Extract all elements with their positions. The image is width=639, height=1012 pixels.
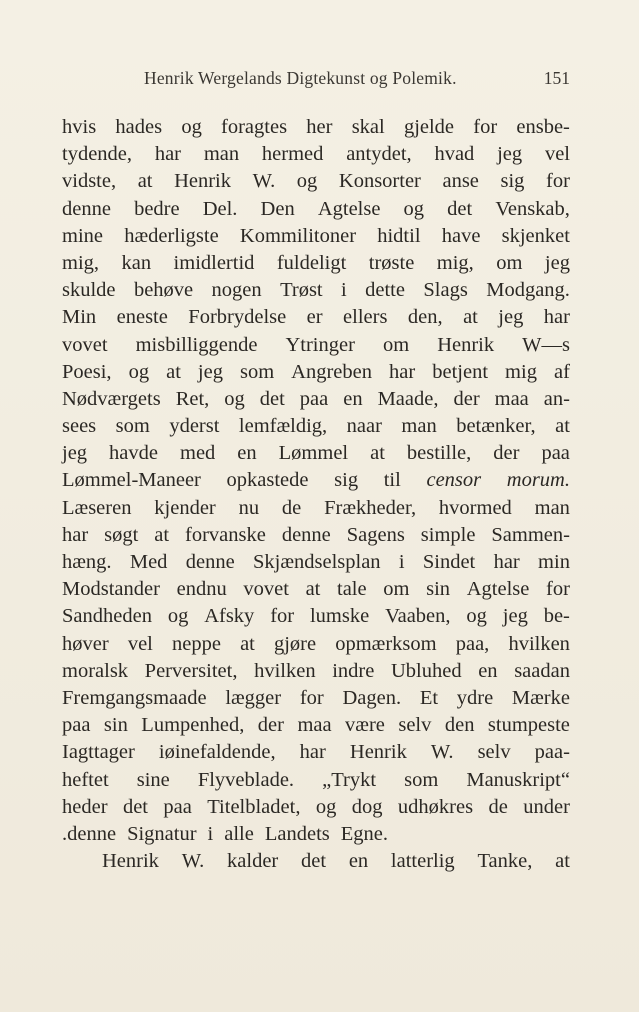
- text-line: [62, 658, 570, 685]
- text-line: [62, 168, 570, 195]
- word: skjenket: [501, 224, 570, 247]
- word: vel: [544, 143, 570, 166]
- word: om: [496, 251, 523, 274]
- word: yderst: [169, 415, 220, 438]
- word: Henrik: [349, 741, 407, 764]
- word: vovet: [62, 333, 108, 356]
- word: man: [401, 415, 437, 438]
- text-line: [62, 631, 570, 658]
- word: lemfældig,: [238, 415, 328, 438]
- word: W.: [181, 850, 205, 873]
- word: vovet: [243, 578, 289, 601]
- word: i: [207, 822, 214, 845]
- text-line: [62, 712, 570, 739]
- word: som: [115, 415, 150, 438]
- text-line: [62, 386, 570, 413]
- text-line: [62, 114, 570, 141]
- word: hvormed: [438, 496, 512, 519]
- word: hades: [115, 116, 163, 138]
- word: gjøre: [273, 632, 317, 655]
- text-line: [62, 304, 570, 331]
- word: at: [166, 360, 181, 383]
- word: Flyveblade.: [197, 768, 295, 791]
- word: Skjændselsplan: [252, 551, 381, 573]
- word: det: [447, 197, 473, 220]
- word: lægger: [225, 686, 282, 709]
- word: paa: [299, 387, 329, 410]
- word: W—s: [522, 333, 570, 356]
- word: heder: [62, 795, 108, 818]
- word: eneste: [116, 306, 168, 329]
- word: W.: [252, 170, 276, 193]
- word: den: [444, 714, 475, 737]
- word: sine: [136, 768, 170, 791]
- word: og: [403, 197, 425, 220]
- word: .denne: [62, 822, 117, 845]
- word: kjender: [154, 496, 216, 519]
- word: for: [546, 170, 570, 193]
- word: Henrik: [174, 170, 232, 193]
- word: i: [398, 551, 405, 573]
- word: jeg: [544, 251, 570, 274]
- word: Henrik: [437, 333, 495, 356]
- word: en: [478, 659, 498, 682]
- word: det: [301, 850, 327, 873]
- word: at: [370, 442, 385, 465]
- word: kalder: [227, 850, 279, 873]
- text-line: [62, 685, 570, 712]
- word: Trøst: [280, 279, 323, 302]
- word: om: [383, 578, 410, 601]
- text-line: [62, 576, 570, 603]
- word: jeg: [498, 306, 524, 329]
- word: stumpeste: [487, 714, 570, 737]
- word: og: [128, 360, 150, 383]
- word: Modstander: [62, 578, 160, 601]
- word: Lømmel-Maneer: [62, 469, 201, 492]
- word: sin: [426, 578, 451, 601]
- word: for: [546, 578, 570, 601]
- word: Agtelse: [317, 197, 381, 220]
- word: Den: [260, 197, 295, 220]
- word: morum.: [506, 469, 570, 492]
- word: som: [239, 360, 275, 383]
- word: Perversitet,: [144, 659, 238, 682]
- word: betænker,: [456, 415, 536, 438]
- word: Sammen-: [491, 523, 570, 546]
- word: dog: [351, 795, 383, 818]
- word: Modgang.: [486, 279, 570, 302]
- text-line: [62, 223, 570, 250]
- word: ydre: [456, 686, 494, 709]
- word: selv: [477, 741, 511, 764]
- word: „Trykt: [322, 768, 377, 791]
- word: Henrik: [102, 850, 159, 873]
- word: Mærke: [511, 686, 570, 709]
- word: selv: [398, 714, 432, 737]
- word: Med: [129, 551, 168, 573]
- word: og: [315, 795, 337, 818]
- text-line: [62, 767, 570, 794]
- word: en: [237, 442, 257, 465]
- word: saadan: [514, 659, 570, 682]
- word: Kommilitoner: [239, 224, 357, 247]
- word: Ubluhed: [390, 659, 462, 682]
- word: dette: [365, 279, 405, 302]
- word: Landets: [264, 822, 330, 845]
- word: at: [463, 306, 478, 329]
- word: der: [493, 442, 520, 465]
- word: Sagens: [346, 523, 405, 546]
- word: Afsky: [204, 605, 255, 628]
- word: sig: [500, 170, 525, 193]
- word: W.: [430, 741, 454, 764]
- word: har: [154, 143, 182, 166]
- word: latterlig: [390, 850, 455, 873]
- word: Nødværgets: [62, 387, 161, 410]
- word: paa: [163, 795, 192, 818]
- word: for: [270, 605, 295, 628]
- word: vidste,: [62, 170, 117, 193]
- text-line: [62, 413, 570, 440]
- word: at: [240, 632, 255, 655]
- word: heftet: [62, 768, 109, 791]
- word: har: [543, 306, 570, 329]
- word: opkastede: [226, 469, 309, 492]
- word: har: [389, 360, 416, 383]
- word: Konsorter: [338, 170, 421, 193]
- word: paa-: [534, 741, 570, 764]
- word: endnu: [176, 578, 227, 601]
- word: for: [473, 116, 498, 138]
- text-line: [62, 821, 570, 848]
- word: der: [453, 387, 480, 410]
- word: om: [382, 333, 410, 356]
- word: maa: [297, 714, 332, 737]
- word: indre: [332, 659, 375, 682]
- word: sin: [103, 714, 128, 737]
- word: anse: [442, 170, 479, 193]
- text-line: [62, 848, 570, 875]
- word: og: [167, 605, 189, 628]
- word: alle: [224, 822, 254, 845]
- running-head: [60, 68, 570, 92]
- word: hvilken: [508, 632, 570, 655]
- word: imidlertid: [173, 251, 255, 274]
- word: opmærksom: [335, 632, 437, 655]
- word: Læseren: [62, 496, 132, 519]
- word: paa: [541, 442, 570, 465]
- word: mine: [62, 224, 103, 247]
- word: er: [306, 306, 323, 329]
- word: naar: [346, 415, 382, 438]
- text-line: [62, 549, 570, 576]
- word: Tanke,: [477, 850, 533, 873]
- word: bedre: [134, 197, 180, 220]
- word: der: [257, 714, 284, 737]
- word: tale: [337, 578, 367, 601]
- word: denne: [185, 551, 235, 573]
- word: Frækheder,: [324, 496, 417, 519]
- word: Titelbladet,: [207, 795, 301, 818]
- word: Agtelse: [466, 578, 530, 601]
- text-line: [62, 522, 570, 549]
- word: jeg: [62, 442, 88, 465]
- word: her: [306, 116, 333, 138]
- word: hvad: [434, 143, 475, 166]
- word: be-: [543, 605, 570, 628]
- word: skulde: [62, 279, 116, 302]
- word: det: [259, 387, 285, 410]
- word: at: [154, 523, 170, 546]
- word: trøste: [368, 251, 415, 274]
- word: man: [534, 496, 570, 519]
- text-line: [62, 141, 570, 168]
- word: har: [62, 523, 89, 546]
- word: Sandheden: [62, 605, 152, 628]
- word: en: [343, 387, 363, 410]
- word: hvis: [62, 116, 97, 138]
- word: udhøkres: [397, 795, 474, 818]
- word: Forbrydelse: [188, 306, 287, 329]
- text-line: [62, 440, 570, 467]
- word: hæng.: [62, 551, 112, 573]
- word: Slags: [423, 279, 468, 302]
- word: skal: [351, 116, 385, 138]
- word: nu: [238, 496, 260, 519]
- word: moralsk: [62, 659, 129, 682]
- word: Ytringer: [285, 333, 355, 356]
- word: misbilliggende: [135, 333, 258, 356]
- word: neppe: [171, 632, 221, 655]
- word: har: [493, 551, 520, 573]
- word: censor: [426, 469, 482, 492]
- word: denne: [281, 523, 331, 546]
- word: man: [203, 143, 240, 166]
- word: Del.: [202, 197, 238, 220]
- word: være: [345, 714, 385, 737]
- word: Dagen.: [342, 686, 402, 709]
- word: med: [180, 442, 216, 465]
- word: under: [523, 795, 570, 818]
- word: vel: [127, 632, 153, 655]
- word: den,: [407, 306, 443, 329]
- word: Lumpenhed,: [141, 714, 245, 737]
- text-line: [62, 603, 570, 630]
- word: maa: [494, 387, 529, 410]
- word: at: [555, 850, 570, 873]
- word: og: [296, 170, 318, 193]
- word: hermed: [261, 143, 324, 166]
- word: høver: [62, 632, 109, 655]
- word: kan: [121, 251, 152, 274]
- word: Venskab,: [495, 197, 570, 220]
- word: antydet,: [346, 143, 412, 166]
- word: Manuskript“: [466, 768, 570, 791]
- word: behøve: [133, 279, 194, 302]
- word: som: [404, 768, 439, 791]
- word: Iagttager: [62, 741, 135, 764]
- word: har: [299, 741, 326, 764]
- word: hvilken: [254, 659, 316, 682]
- page-number: 151: [543, 68, 570, 88]
- word: foragtes: [221, 116, 288, 138]
- text-line: [62, 739, 570, 766]
- word: og: [224, 387, 245, 410]
- text-line: [62, 196, 570, 223]
- word: de: [488, 795, 508, 818]
- word: at: [305, 578, 321, 601]
- word: og: [181, 116, 202, 138]
- word: af: [553, 360, 570, 383]
- word: i: [341, 279, 347, 302]
- word: forvanske: [185, 523, 266, 546]
- word: Min: [62, 306, 97, 329]
- word: sig: [334, 469, 359, 492]
- text-line: [62, 467, 570, 494]
- word: mig,: [436, 251, 474, 274]
- word: paa: [62, 714, 91, 737]
- word: an-: [543, 387, 570, 410]
- word: have: [441, 224, 481, 247]
- word: simple: [420, 523, 476, 546]
- body-text: [62, 114, 570, 875]
- word: Lømmel: [278, 442, 349, 465]
- word: lumske: [309, 605, 370, 628]
- word: Maade,: [377, 387, 439, 410]
- word: Et: [419, 686, 439, 709]
- word: for: [299, 686, 324, 709]
- word: og: [466, 605, 487, 628]
- word: en: [348, 850, 369, 873]
- word: Poesi,: [62, 360, 112, 383]
- word: ellers: [343, 306, 388, 329]
- word: Egne.: [340, 822, 388, 845]
- word: Ret,: [175, 387, 210, 410]
- text-line: [62, 332, 570, 359]
- word: Angreben: [291, 360, 373, 383]
- text-line: [62, 495, 570, 522]
- word: Sindet: [422, 551, 476, 573]
- word: betjent: [432, 360, 489, 383]
- word: at: [137, 170, 153, 193]
- word: nogen: [211, 279, 262, 302]
- word: søgt: [104, 523, 139, 546]
- word: Vaaben,: [385, 605, 451, 628]
- word: jeg: [197, 360, 223, 383]
- text-line: [62, 359, 570, 386]
- word: sees: [62, 415, 97, 438]
- word: hidtil: [377, 224, 421, 247]
- word: jeg: [502, 605, 528, 628]
- word: fuldeligt: [276, 251, 347, 274]
- word: paa,: [455, 632, 490, 655]
- word: iøinefaldende,: [158, 741, 276, 764]
- text-line: [62, 250, 570, 277]
- word: denne: [62, 197, 111, 220]
- word: Signatur: [127, 822, 197, 845]
- running-head-title: Henrik Wergelands Digtekunst og Polemik.: [144, 68, 457, 88]
- word: havde: [109, 442, 158, 465]
- word: til: [383, 469, 401, 492]
- text-line: [62, 794, 570, 821]
- word: tydende,: [62, 143, 133, 166]
- word: bestille,: [406, 442, 472, 465]
- word: det: [122, 795, 148, 818]
- word: Fremgangsmaade: [62, 686, 207, 709]
- word: jeg: [497, 143, 523, 166]
- word: ensbe-: [516, 116, 570, 138]
- text-line: [62, 277, 570, 304]
- word: at: [555, 415, 570, 438]
- word: mig,: [62, 251, 100, 274]
- word: mig: [505, 360, 537, 383]
- word: de: [281, 496, 302, 519]
- word: hæderligste: [124, 224, 219, 247]
- word: min: [538, 551, 570, 573]
- word: gjelde: [403, 116, 455, 138]
